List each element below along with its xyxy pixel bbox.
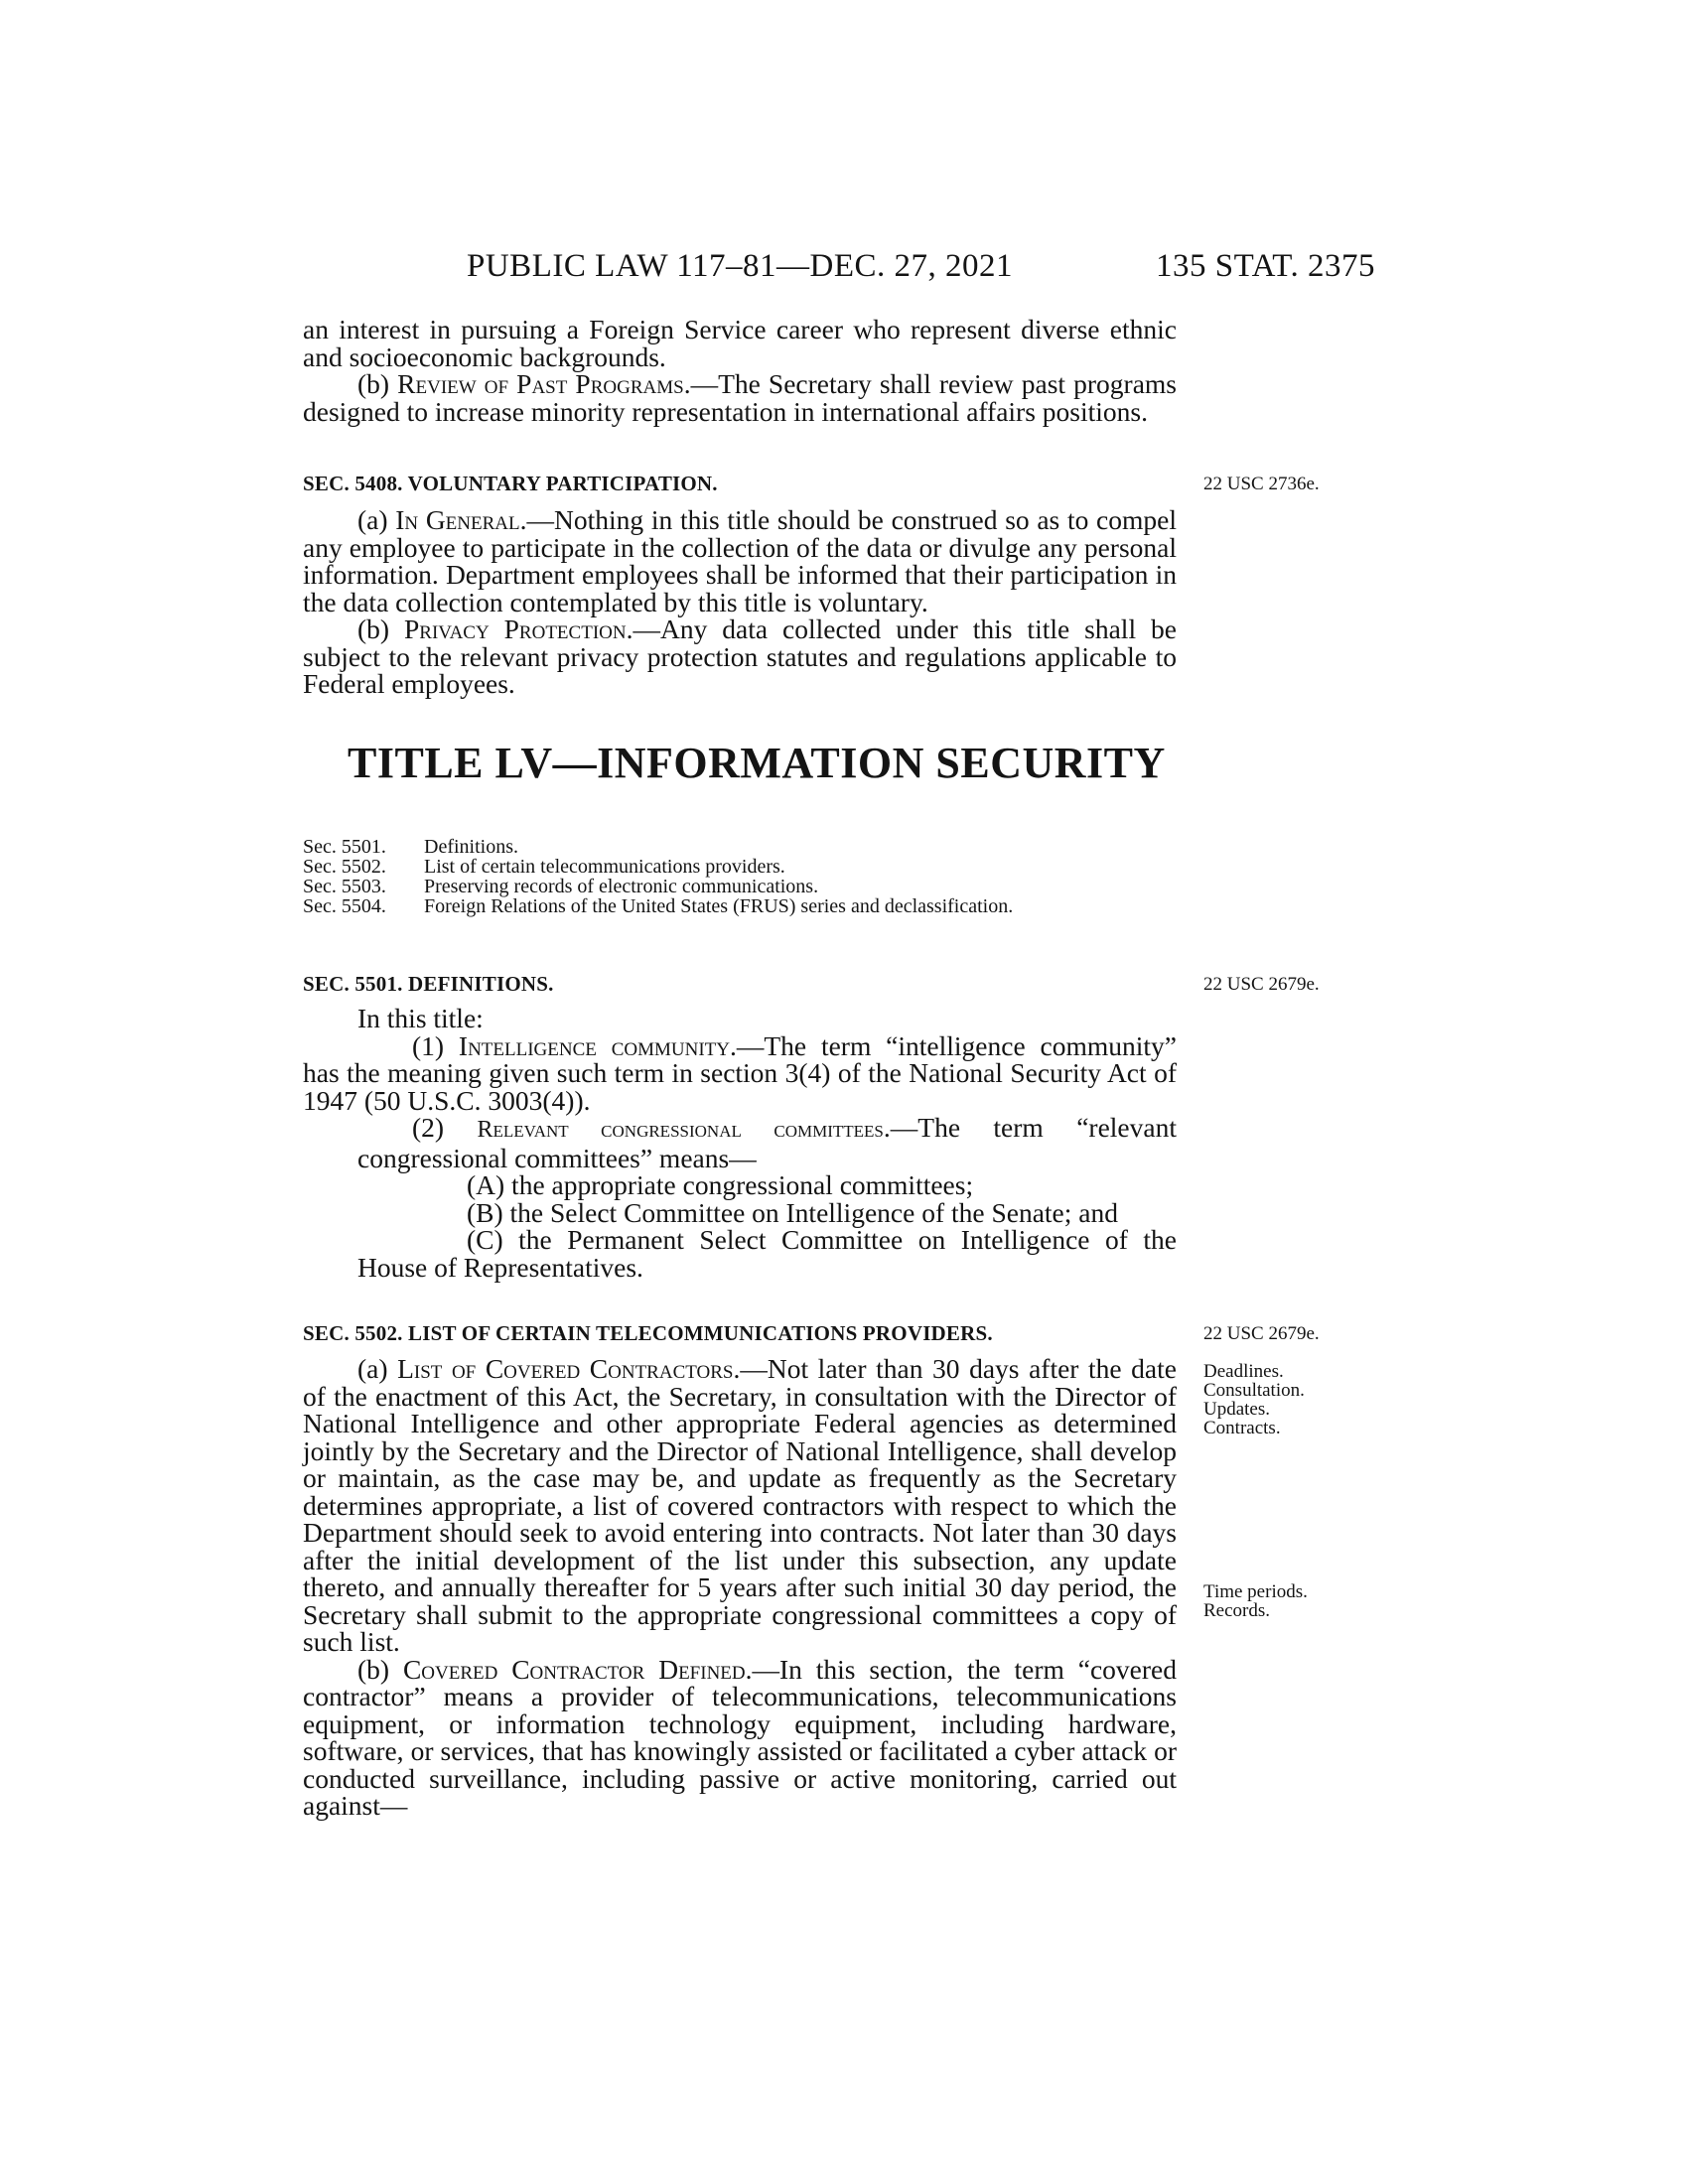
subparagraph-c: (C) the Permanent Select Committee on Intelligence of the House of Representatives. — [357, 1224, 1177, 1283]
paragraph-label: (b) — [357, 368, 398, 399]
paragraph-heading: Covered Contractor Defined — [402, 1653, 746, 1685]
intelligence-community-paragraph — [303, 1029, 1177, 1116]
margin-note-usc: 22 USC 2679e. — [1203, 974, 1320, 995]
paragraph-text: .—Nothing in this title should be construed so as to compel any employee to participate in the collection of the data or divulge any personal information. Department employees shall be informed that their participation in the data collection contemplated by this title is voluntary. — [303, 504, 1178, 617]
subparagraph-a: (A) the appropriate congressional committees; — [467, 1169, 974, 1200]
toc-section-number: Sec. 5504. — [303, 895, 386, 917]
margin-note: Deadlines. — [1203, 1361, 1284, 1382]
continuation-paragraph: an interest in pursuing a Foreign Service career who represent diverse ethnic and socioeconomic backgrounds. — [303, 314, 1177, 372]
in-general-paragraph — [303, 506, 1177, 615]
paragraph-heading: Intelligence community — [458, 1029, 730, 1061]
paragraph-text: .—Not later than 30 days after the date of the enactment of this Act, the Secretary, in consultation with the Director of National Intelligence and other appropriate Federal agencies as determined jointly by the Secretary and the Director of National Intelligence, shall develop or maintain, as the case may be, and update as frequently as the Secretary determines appropriate, a list of covered contractors with respect to which the Department should seek to avoid entering into contracts. Not later than 30 days after the initial development of the list under this subsection, any update thereto, and annually thereafter for 5 years after such initial 30 day period, the Secretary shall submit to the appropriate congressional committees a copy of such list. — [303, 1353, 1177, 1657]
margin-note-usc: 22 USC 2679e. — [1203, 1323, 1320, 1344]
toc-section-number: Sec. 5501. — [303, 836, 386, 858]
toc-entry — [303, 837, 1177, 857]
margin-notes-group-1 — [1203, 1362, 1305, 1437]
paragraph-label: (b) — [357, 614, 405, 644]
sec-5501-body — [303, 1005, 1177, 1281]
title-heading: TITLE LV—INFORMATION SECURITY — [348, 739, 1166, 787]
toc-entry — [303, 857, 1177, 877]
title-lv — [348, 739, 1241, 787]
paragraph-heading: Relevant congressional committees — [477, 1117, 884, 1143]
sec-5408-body — [303, 506, 1177, 698]
toc-section-title: Preserving records of electronic communications. — [424, 876, 819, 897]
table-of-contents — [303, 837, 1177, 916]
paragraph-heading: Review of Past Programs — [397, 368, 684, 399]
review-past-programs-paragraph — [303, 370, 1177, 425]
margin-notes-group-2 — [1203, 1582, 1308, 1620]
toc-section-title: Definitions. — [424, 836, 518, 858]
subparagraph-b: (B) the Select Committee on Intelligence of the Senate; and — [467, 1196, 1118, 1228]
privacy-protection-paragraph — [303, 615, 1177, 698]
toc-entry — [303, 896, 1177, 916]
toc-section-number: Sec. 5502. — [303, 856, 386, 878]
paragraph-text: .—The Secretary shall review past programs designed to increase minority representation in international affairs positions. — [303, 368, 1178, 427]
public-law-title: PUBLIC LAW 117–81—DEC. 27, 2021 — [467, 248, 1014, 284]
sec-5502 — [303, 1320, 1177, 1347]
margin-note: Contracts. — [1203, 1418, 1281, 1438]
sec-5408 — [303, 471, 1177, 497]
stat-page-number: 135 STAT. 2375 — [1155, 248, 1375, 284]
toc-section-title: Foreign Relations of the United States (FRUS) series and declassification. — [424, 895, 1014, 917]
subparagraph-block — [303, 1171, 1177, 1281]
sec-5502-body — [303, 1355, 1177, 1820]
paragraph-label: (1) — [412, 1029, 459, 1061]
paragraph-label: (2) — [412, 1112, 478, 1143]
relevant-committees-block — [303, 1114, 1177, 1171]
margin-note: Consultation. — [1203, 1380, 1305, 1401]
paragraph-heading: Privacy Protection — [404, 614, 627, 644]
running-header — [303, 248, 1375, 292]
margin-note: Time periods. — [1203, 1581, 1308, 1602]
section-heading: SEC. 5501. DEFINITIONS. — [303, 972, 554, 996]
paragraph-text: .—In this section, the term “covered contractor” means a provider of telecommunications, telecommunications equipment, or information technology equipment, including hardware, software, or services, that has knowingly assisted or facilitated a cyber attack or conducted surveillance, including passive or active monitoring, carried out against— — [303, 1653, 1177, 1821]
definitions-lead: In this title: — [357, 1003, 484, 1033]
intro-block — [303, 316, 1177, 425]
paragraph-text: .—Any data collected under this title shall be subject to the relevant privacy protection statutes and regulations applicable to Federal employees. — [303, 614, 1177, 699]
margin-note: Records. — [1203, 1600, 1271, 1621]
section-heading: SEC. 5502. LIST OF CERTAIN TELECOMMUNICATIONS PROVIDERS. — [303, 1321, 993, 1345]
margin-note: Updates. — [1203, 1399, 1271, 1420]
paragraph-heading: List of Covered Contractors — [397, 1353, 734, 1384]
paragraph-label: (a) — [357, 1353, 398, 1384]
toc-section-number: Sec. 5503. — [303, 876, 386, 897]
toc-entry — [303, 877, 1177, 896]
paragraph-label: (a) — [357, 504, 396, 535]
paragraph-text: .—The term “intelligence community” has the meaning given such term in section 3(4) of the National Security Act of 1947 (50 U.S.C. 3003(4)). — [303, 1029, 1177, 1116]
relevant-committees-paragraph — [357, 1114, 1177, 1171]
section-heading: SEC. 5408. VOLUNTARY PARTICIPATION. — [303, 472, 718, 495]
covered-contractor-defined-paragraph — [303, 1653, 1177, 1821]
paragraph-label: (b) — [357, 1653, 403, 1685]
list-covered-contractors-paragraph — [303, 1355, 1177, 1656]
margin-note-usc: 22 USC 2736e. — [1203, 474, 1320, 494]
toc-section-title: List of certain telecommunications providers. — [424, 856, 785, 878]
paragraph-text: .—The term “relevant congressional committees” means— — [357, 1112, 1177, 1173]
paragraph-heading: In General — [395, 504, 520, 535]
sec-5501 — [303, 971, 1177, 998]
